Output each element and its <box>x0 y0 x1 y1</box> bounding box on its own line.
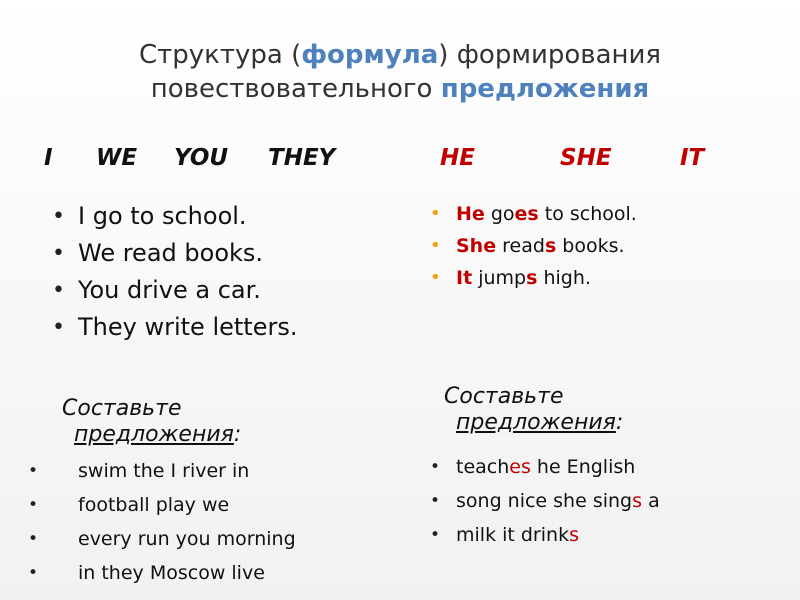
sentence-rest: high. <box>537 267 591 289</box>
pronoun-you: YOU <box>174 145 229 171</box>
bullet-icon: • <box>28 529 39 549</box>
sentence-subject: She <box>456 235 497 257</box>
list-item <box>430 198 637 230</box>
exercise-text: song nice she sing <box>456 490 633 512</box>
pronoun-he: HE <box>440 145 475 171</box>
list-item <box>28 454 296 488</box>
pronoun-they: THEY <box>268 145 336 171</box>
task-label-colon: : <box>615 410 624 435</box>
list-item <box>50 272 297 309</box>
exercise-text: a <box>642 490 660 512</box>
exercise-text: football play we <box>78 494 230 516</box>
title-line-2 <box>0 72 800 106</box>
bullet-icon: • <box>52 278 65 303</box>
exercise-text: milk it drink <box>456 524 570 546</box>
bullet-icon: • <box>430 457 441 477</box>
verb-ending: s <box>526 267 538 289</box>
sentence-rest: books. <box>556 235 625 257</box>
bullet-icon: • <box>430 267 441 288</box>
task-label-colon: : <box>233 422 242 447</box>
pronoun-we: WE <box>96 145 138 171</box>
list-item <box>430 262 637 294</box>
left-sentences-list <box>50 198 297 346</box>
exercise-text: in they Moscow live <box>78 562 265 584</box>
title-text: Структура ( <box>138 40 302 70</box>
title-highlight-sentence: предложения <box>440 74 650 104</box>
list-item <box>430 484 660 518</box>
verb-stem: jump <box>472 267 527 289</box>
sentence-subject: He <box>456 203 485 225</box>
list-item <box>28 488 296 522</box>
pronoun-it: IT <box>680 145 705 171</box>
bullet-icon: • <box>430 203 441 224</box>
bullet-icon: • <box>430 525 441 545</box>
list-item <box>28 522 296 556</box>
title-text: ) формирования <box>438 40 662 70</box>
pronoun-she: SHE <box>560 145 612 171</box>
bullet-icon: • <box>52 315 65 340</box>
title-line-1 <box>0 38 800 72</box>
slide-title <box>0 38 800 106</box>
list-item <box>50 235 297 272</box>
list-item <box>430 230 637 262</box>
pronoun-i: I <box>44 145 53 171</box>
list-item <box>50 309 297 346</box>
bullet-icon: • <box>28 495 39 515</box>
bullet-icon: • <box>52 241 65 266</box>
right-exercises-list <box>430 450 660 552</box>
sentence-rest: to school. <box>538 203 637 225</box>
task-label-underlined: предложения <box>74 422 234 447</box>
task-label-line-1: Составьте <box>62 396 182 421</box>
list-item <box>430 518 660 552</box>
task-label-left <box>62 396 241 448</box>
verb-stem: read <box>496 235 545 257</box>
task-label-underlined: предложения <box>456 410 616 435</box>
sentence-subject: It <box>456 267 473 289</box>
bullet-icon: • <box>430 235 441 256</box>
verb-stem: go <box>484 203 515 225</box>
sentence-text: You drive a car. <box>78 276 261 304</box>
task-label-line-2 <box>62 422 241 448</box>
bullet-icon: • <box>430 491 441 511</box>
title-text: повествовательного <box>150 74 441 104</box>
task-label-line-1: Составьте <box>444 384 564 409</box>
list-item <box>430 450 660 484</box>
exercise-ending: s <box>632 490 643 512</box>
left-exercises-list <box>28 454 296 590</box>
exercise-ending: es <box>509 456 531 478</box>
title-highlight-formula: формула <box>301 40 439 70</box>
list-item <box>50 198 297 235</box>
sentence-text: They write letters. <box>78 313 298 341</box>
task-label-line-2 <box>444 410 623 436</box>
exercise-ending: s <box>569 524 579 546</box>
sentence-text: I go to school. <box>78 202 247 230</box>
exercise-text: swim the I river in <box>78 460 250 482</box>
exercise-text: teach <box>456 456 510 478</box>
sentence-text: We read books. <box>78 239 264 267</box>
right-sentences-list <box>430 198 637 294</box>
bullet-icon: • <box>28 563 39 583</box>
verb-ending: es <box>514 203 539 225</box>
exercise-text: he English <box>530 456 636 478</box>
task-label-right <box>444 384 623 436</box>
exercise-text: every run you morning <box>78 528 296 550</box>
bullet-icon: • <box>28 461 39 481</box>
list-item <box>28 556 296 590</box>
verb-ending: s <box>544 235 557 257</box>
bullet-icon: • <box>52 204 65 229</box>
